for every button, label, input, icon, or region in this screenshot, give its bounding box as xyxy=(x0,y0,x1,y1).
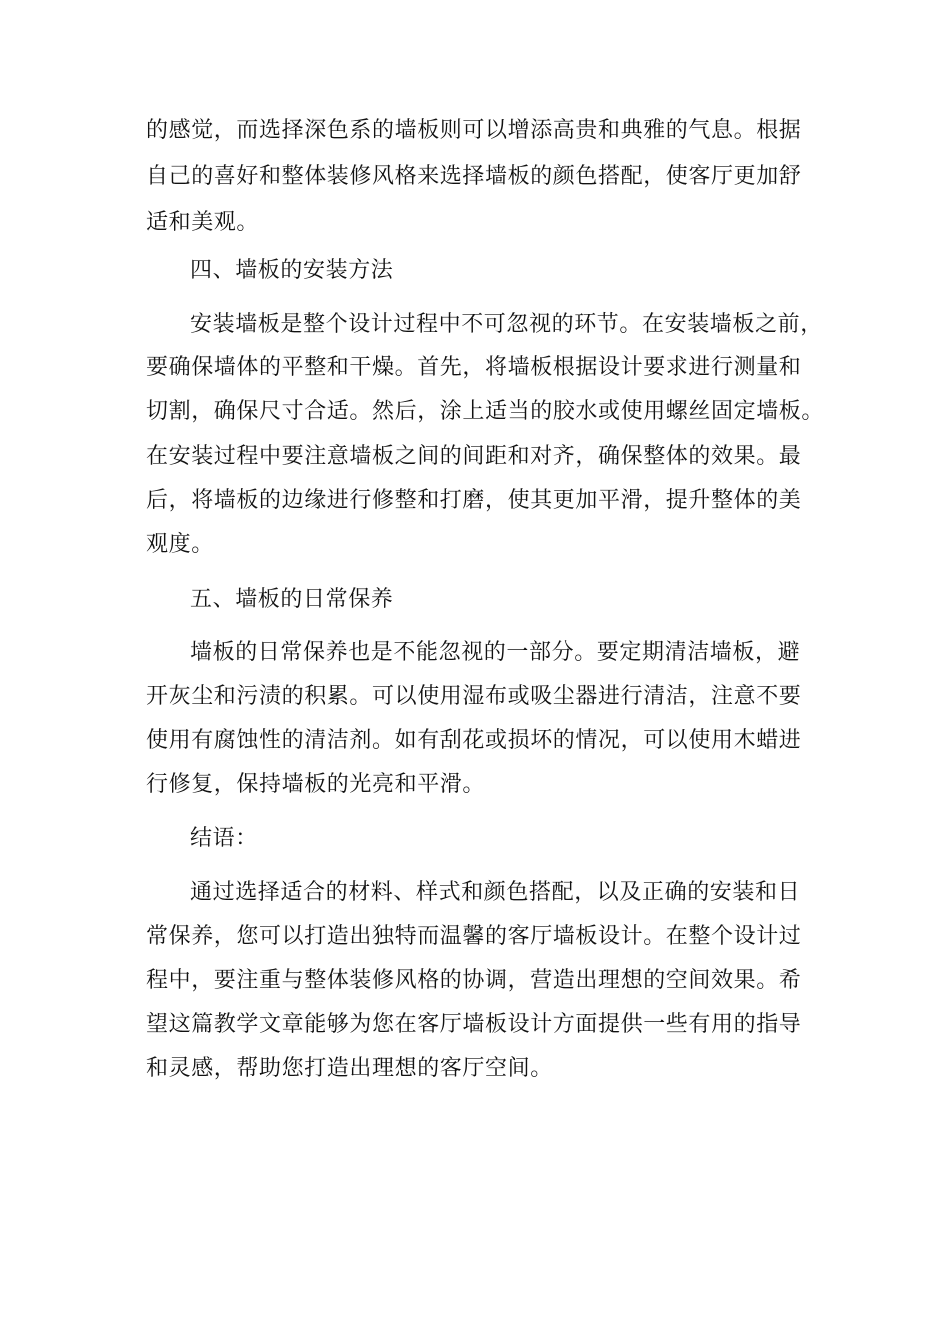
text-line: 常保养，您可以打造出独特而温馨的客厅墙板设计。在整个设计过 xyxy=(146,924,802,949)
text-line: 安装墙板是整个设计过程中不可忽视的环节。在安装墙板之前， xyxy=(190,312,823,337)
text-line: 自己的喜好和整体装修风格来选择墙板的颜色搭配，使客厅更加舒 xyxy=(146,164,802,189)
text-line: 的感觉，而选择深色系的墙板则可以增添高贵和典雅的气息。根据 xyxy=(146,118,802,143)
text-line: 望这篇教学文章能够为您在客厅墙板设计方面提供一些有用的指导 xyxy=(146,1012,802,1037)
text-line: 要确保墙体的平整和干燥。首先，将墙板根据设计要求进行测量和 xyxy=(146,355,802,380)
text-line: 在安装过程中要注意墙板之间的间距和对齐，确保整体的效果。最 xyxy=(146,444,802,469)
section-heading-conclusion: 结语： xyxy=(190,826,258,851)
text-line: 墙板的日常保养也是不能忽视的一部分。要定期清洁墙板，避 xyxy=(190,640,801,665)
text-line: 适和美观。 xyxy=(146,210,260,235)
text-line: 后，将墙板的边缘进行修整和打磨，使其更加平滑，提升整体的美 xyxy=(146,488,802,513)
text-line: 切割，确保尺寸合适。然后，涂上适当的胶水或使用螺丝固定墙板。 xyxy=(146,399,825,424)
text-line: 程中，要注重与整体装修风格的协调，营造出理想的空间效果。希 xyxy=(146,968,802,993)
text-line: 和灵感，帮助您打造出理想的客厅空间。 xyxy=(146,1056,553,1081)
text-line: 使用有腐蚀性的清洁剂。如有刮花或损坏的情况，可以使用木蜡进 xyxy=(146,728,802,753)
text-line: 开灰尘和污渍的积累。可以使用湿布或吸尘器进行清洁，注意不要 xyxy=(146,684,802,709)
text-line: 行修复，保持墙板的光亮和平滑。 xyxy=(146,772,486,797)
section-heading-maintenance: 五、墙板的日常保养 xyxy=(190,587,394,612)
section-heading-installation: 四、墙板的安装方法 xyxy=(190,258,394,283)
text-line: 通过选择适合的材料、样式和颜色搭配，以及正确的安装和日 xyxy=(190,880,801,905)
text-line: 观度。 xyxy=(146,532,214,557)
